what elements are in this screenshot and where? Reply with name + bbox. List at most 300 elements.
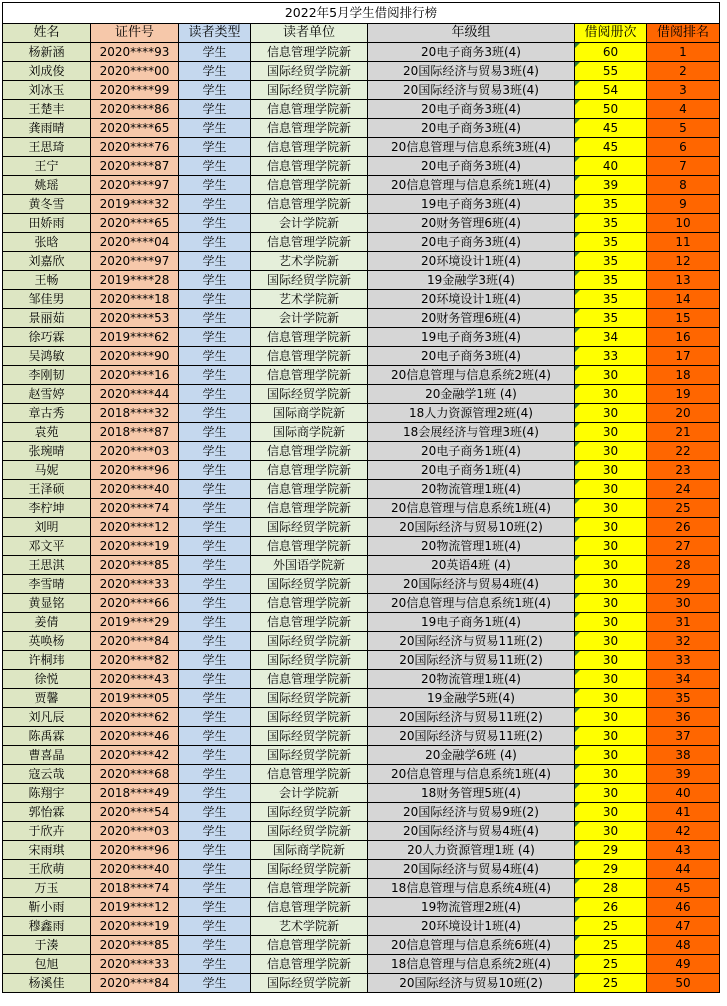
cell-id[interactable]: 2020****65	[91, 119, 179, 138]
cell-name[interactable]: 赵雪婷	[3, 385, 91, 404]
cell-grade[interactable]: 20环境设计1班(4)	[368, 917, 575, 936]
cell-name[interactable]: 吴鸿敏	[3, 347, 91, 366]
cell-type[interactable]: 学生	[179, 62, 251, 81]
cell-grade[interactable]: 20环境设计1班(4)	[368, 290, 575, 309]
cell-count[interactable]	[575, 784, 647, 803]
cell-type[interactable]: 学生	[179, 974, 251, 993]
cell-type[interactable]: 学生	[179, 746, 251, 765]
cell-rank[interactable]: 40	[647, 784, 720, 803]
cell-name[interactable]: 王畅	[3, 271, 91, 290]
cell-name[interactable]: 章古秀	[3, 404, 91, 423]
cell-grade[interactable]: 20国际经济与贸易11班(2)	[368, 651, 575, 670]
cell-grade[interactable]: 20国际经济与贸易10班(2)	[368, 974, 575, 993]
cell-unit[interactable]: 国际经贸学院新	[251, 727, 368, 746]
cell-rank[interactable]: 12	[647, 252, 720, 271]
cell-rank[interactable]: 37	[647, 727, 720, 746]
cell-grade[interactable]: 20信息管理与信息系统1班(4)	[368, 765, 575, 784]
cell-count[interactable]	[575, 746, 647, 765]
cell-grade[interactable]: 20国际经济与贸易11班(2)	[368, 727, 575, 746]
cell-rank[interactable]: 1	[647, 43, 720, 62]
cell-grade[interactable]: 20信息管理与信息系统3班(4)	[368, 138, 575, 157]
cell-rank[interactable]: 34	[647, 670, 720, 689]
cell-name[interactable]: 陈翔宇	[3, 784, 91, 803]
cell-unit[interactable]: 国际经贸学院新	[251, 746, 368, 765]
cell-unit[interactable]: 会计学院新	[251, 784, 368, 803]
cell-type[interactable]: 学生	[179, 708, 251, 727]
cell-name[interactable]: 龚雨晴	[3, 119, 91, 138]
cell-type[interactable]: 学生	[179, 784, 251, 803]
cell-type[interactable]: 学生	[179, 841, 251, 860]
header-type[interactable]: 读者类型	[179, 24, 251, 43]
cell-count[interactable]	[575, 480, 647, 499]
cell-grade[interactable]: 20国际经济与贸易4班(4)	[368, 822, 575, 841]
cell-id[interactable]: 2020****46	[91, 727, 179, 746]
cell-unit[interactable]: 国际经贸学院新	[251, 822, 368, 841]
cell-name[interactable]: 张晗	[3, 233, 91, 252]
cell-unit[interactable]: 信息管理学院新	[251, 442, 368, 461]
header-id[interactable]: 证件号	[91, 24, 179, 43]
cell-type[interactable]: 学生	[179, 328, 251, 347]
cell-name[interactable]: 于欣卉	[3, 822, 91, 841]
cell-id[interactable]: 2020****84	[91, 632, 179, 651]
cell-grade[interactable]: 20电子商务3班(4)	[368, 119, 575, 138]
cell-id[interactable]: 2020****74	[91, 499, 179, 518]
cell-type[interactable]: 学生	[179, 575, 251, 594]
cell-count[interactable]	[575, 176, 647, 195]
cell-id[interactable]: 2020****40	[91, 480, 179, 499]
header-unit[interactable]: 读者单位	[251, 24, 368, 43]
cell-unit[interactable]: 国际经贸学院新	[251, 518, 368, 537]
cell-count[interactable]	[575, 594, 647, 613]
cell-rank[interactable]: 2	[647, 62, 720, 81]
cell-count[interactable]	[575, 955, 647, 974]
cell-name[interactable]: 靳小雨	[3, 898, 91, 917]
cell-grade[interactable]: 19物流管理2班(4)	[368, 898, 575, 917]
cell-grade[interactable]: 20信息管理与信息系统2班(4)	[368, 366, 575, 385]
cell-unit[interactable]: 会计学院新	[251, 214, 368, 233]
cell-type[interactable]: 学生	[179, 233, 251, 252]
cell-name[interactable]: 包旭	[3, 955, 91, 974]
cell-type[interactable]: 学生	[179, 955, 251, 974]
cell-grade[interactable]: 19金融学5班(4)	[368, 689, 575, 708]
cell-count[interactable]	[575, 81, 647, 100]
cell-rank[interactable]: 47	[647, 917, 720, 936]
cell-type[interactable]: 学生	[179, 480, 251, 499]
cell-rank[interactable]: 29	[647, 575, 720, 594]
cell-name[interactable]: 王思淇	[3, 556, 91, 575]
cell-grade[interactable]: 19金融学3班(4)	[368, 271, 575, 290]
cell-type[interactable]: 学生	[179, 119, 251, 138]
cell-rank[interactable]: 27	[647, 537, 720, 556]
cell-grade[interactable]: 20信息管理与信息系统1班(4)	[368, 176, 575, 195]
cell-count[interactable]	[575, 575, 647, 594]
cell-count[interactable]	[575, 936, 647, 955]
cell-unit[interactable]: 信息管理学院新	[251, 176, 368, 195]
cell-name[interactable]: 刘凡辰	[3, 708, 91, 727]
cell-name[interactable]: 袁苑	[3, 423, 91, 442]
cell-count[interactable]	[575, 195, 647, 214]
cell-count[interactable]	[575, 461, 647, 480]
cell-unit[interactable]: 信息管理学院新	[251, 366, 368, 385]
cell-unit[interactable]: 信息管理学院新	[251, 594, 368, 613]
cell-name[interactable]: 刘成俊	[3, 62, 91, 81]
cell-type[interactable]: 学生	[179, 461, 251, 480]
cell-id[interactable]: 2020****18	[91, 290, 179, 309]
cell-id[interactable]: 2020****19	[91, 917, 179, 936]
cell-id[interactable]: 2020****99	[91, 81, 179, 100]
cell-id[interactable]: 2018****74	[91, 879, 179, 898]
cell-grade[interactable]: 20电子商务3班(4)	[368, 347, 575, 366]
cell-name[interactable]: 王宁	[3, 157, 91, 176]
cell-rank[interactable]: 19	[647, 385, 720, 404]
cell-rank[interactable]: 31	[647, 613, 720, 632]
cell-grade[interactable]: 20金融学6班 (4)	[368, 746, 575, 765]
cell-name[interactable]: 万玉	[3, 879, 91, 898]
cell-type[interactable]: 学生	[179, 651, 251, 670]
cell-type[interactable]: 学生	[179, 214, 251, 233]
cell-unit[interactable]: 信息管理学院新	[251, 157, 368, 176]
cell-name[interactable]: 寇云哉	[3, 765, 91, 784]
cell-count[interactable]	[575, 347, 647, 366]
cell-unit[interactable]: 国际经贸学院新	[251, 689, 368, 708]
cell-rank[interactable]: 43	[647, 841, 720, 860]
cell-name[interactable]: 刘明	[3, 518, 91, 537]
cell-rank[interactable]: 24	[647, 480, 720, 499]
cell-name[interactable]: 李雪晴	[3, 575, 91, 594]
cell-type[interactable]: 学生	[179, 138, 251, 157]
cell-rank[interactable]: 30	[647, 594, 720, 613]
cell-rank[interactable]: 28	[647, 556, 720, 575]
cell-unit[interactable]: 国际经贸学院新	[251, 860, 368, 879]
cell-rank[interactable]: 16	[647, 328, 720, 347]
cell-id[interactable]: 2020****33	[91, 955, 179, 974]
cell-id[interactable]: 2020****97	[91, 176, 179, 195]
cell-id[interactable]: 2020****40	[91, 860, 179, 879]
cell-unit[interactable]: 信息管理学院新	[251, 480, 368, 499]
cell-id[interactable]: 2020****62	[91, 708, 179, 727]
cell-name[interactable]: 英唤杨	[3, 632, 91, 651]
cell-id[interactable]: 2020****19	[91, 537, 179, 556]
cell-type[interactable]: 学生	[179, 537, 251, 556]
cell-unit[interactable]: 信息管理学院新	[251, 233, 368, 252]
cell-grade[interactable]: 18信息管理与信息系统2班(4)	[368, 955, 575, 974]
table-title[interactable]: 2022年5月学生借阅排行榜	[3, 3, 720, 24]
cell-rank[interactable]: 13	[647, 271, 720, 290]
cell-type[interactable]: 学生	[179, 879, 251, 898]
cell-id[interactable]: 2020****33	[91, 575, 179, 594]
cell-count[interactable]	[575, 670, 647, 689]
cell-count[interactable]	[575, 841, 647, 860]
cell-id[interactable]: 2020****82	[91, 651, 179, 670]
cell-grade[interactable]: 20电子商务1班(4)	[368, 442, 575, 461]
cell-rank[interactable]: 25	[647, 499, 720, 518]
cell-rank[interactable]: 4	[647, 100, 720, 119]
cell-grade[interactable]: 20信息管理与信息系统1班(4)	[368, 499, 575, 518]
cell-count[interactable]	[575, 290, 647, 309]
cell-name[interactable]: 景丽茹	[3, 309, 91, 328]
cell-unit[interactable]: 信息管理学院新	[251, 138, 368, 157]
cell-grade[interactable]: 18会展经济与管理3班(4)	[368, 423, 575, 442]
cell-type[interactable]: 学生	[179, 670, 251, 689]
cell-grade[interactable]: 20电子商务1班(4)	[368, 461, 575, 480]
cell-count[interactable]	[575, 898, 647, 917]
cell-type[interactable]: 学生	[179, 385, 251, 404]
cell-grade[interactable]: 20信息管理与信息系统6班(4)	[368, 936, 575, 955]
cell-grade[interactable]: 20物流管理1班(4)	[368, 537, 575, 556]
cell-id[interactable]: 2020****04	[91, 233, 179, 252]
cell-count[interactable]	[575, 100, 647, 119]
cell-count[interactable]	[575, 765, 647, 784]
cell-id[interactable]: 2020****93	[91, 43, 179, 62]
cell-rank[interactable]: 15	[647, 309, 720, 328]
cell-unit[interactable]: 信息管理学院新	[251, 100, 368, 119]
cell-grade[interactable]: 20电子商务3班(4)	[368, 233, 575, 252]
cell-type[interactable]: 学生	[179, 822, 251, 841]
cell-name[interactable]: 王欣萌	[3, 860, 91, 879]
cell-id[interactable]: 2018****49	[91, 784, 179, 803]
cell-id[interactable]: 2020****03	[91, 442, 179, 461]
cell-type[interactable]: 学生	[179, 404, 251, 423]
cell-count[interactable]	[575, 613, 647, 632]
cell-id[interactable]: 2020****43	[91, 670, 179, 689]
cell-count[interactable]	[575, 689, 647, 708]
cell-id[interactable]: 2020****03	[91, 822, 179, 841]
cell-grade[interactable]: 19电子商务3班(4)	[368, 195, 575, 214]
cell-name[interactable]: 黄显铭	[3, 594, 91, 613]
cell-grade[interactable]: 20国际经济与贸易4班(4)	[368, 575, 575, 594]
cell-unit[interactable]: 信息管理学院新	[251, 499, 368, 518]
cell-name[interactable]: 马妮	[3, 461, 91, 480]
cell-rank[interactable]: 44	[647, 860, 720, 879]
cell-unit[interactable]: 国际经贸学院新	[251, 803, 368, 822]
cell-rank[interactable]: 7	[647, 157, 720, 176]
cell-count[interactable]	[575, 252, 647, 271]
cell-grade[interactable]: 20国际经济与贸易10班(2)	[368, 518, 575, 537]
cell-unit[interactable]: 信息管理学院新	[251, 898, 368, 917]
cell-type[interactable]: 学生	[179, 632, 251, 651]
cell-type[interactable]: 学生	[179, 100, 251, 119]
cell-unit[interactable]: 国际经贸学院新	[251, 575, 368, 594]
cell-grade[interactable]: 20国际经济与贸易11班(2)	[368, 708, 575, 727]
cell-grade[interactable]: 20国际经济与贸易4班(4)	[368, 860, 575, 879]
cell-rank[interactable]: 45	[647, 879, 720, 898]
cell-id[interactable]: 2019****28	[91, 271, 179, 290]
cell-count[interactable]	[575, 974, 647, 993]
cell-name[interactable]: 王泽硕	[3, 480, 91, 499]
cell-name[interactable]: 许桐玮	[3, 651, 91, 670]
cell-grade[interactable]: 20国际经济与贸易9班(2)	[368, 803, 575, 822]
cell-grade[interactable]: 20环境设计1班(4)	[368, 252, 575, 271]
cell-type[interactable]: 学生	[179, 898, 251, 917]
cell-unit[interactable]: 信息管理学院新	[251, 936, 368, 955]
cell-grade[interactable]: 18信息管理与信息系统4班(4)	[368, 879, 575, 898]
cell-unit[interactable]: 信息管理学院新	[251, 461, 368, 480]
cell-count[interactable]	[575, 214, 647, 233]
cell-type[interactable]: 学生	[179, 936, 251, 955]
cell-rank[interactable]: 46	[647, 898, 720, 917]
cell-unit[interactable]: 国际经贸学院新	[251, 385, 368, 404]
cell-unit[interactable]: 国际经贸学院新	[251, 62, 368, 81]
cell-type[interactable]: 学生	[179, 765, 251, 784]
cell-rank[interactable]: 18	[647, 366, 720, 385]
cell-name[interactable]: 于湊	[3, 936, 91, 955]
cell-count[interactable]	[575, 271, 647, 290]
cell-grade[interactable]: 20财务管理6班(4)	[368, 214, 575, 233]
cell-type[interactable]: 学生	[179, 81, 251, 100]
cell-rank[interactable]: 22	[647, 442, 720, 461]
cell-grade[interactable]: 20电子商务3班(4)	[368, 157, 575, 176]
cell-name[interactable]: 姚瑶	[3, 176, 91, 195]
cell-grade[interactable]: 20物流管理1班(4)	[368, 480, 575, 499]
cell-count[interactable]	[575, 233, 647, 252]
cell-id[interactable]: 2020****65	[91, 214, 179, 233]
cell-count[interactable]	[575, 404, 647, 423]
cell-grade[interactable]: 20国际经济与贸易11班(2)	[368, 632, 575, 651]
cell-id[interactable]: 2020****16	[91, 366, 179, 385]
cell-name[interactable]: 穆鑫雨	[3, 917, 91, 936]
cell-type[interactable]: 学生	[179, 442, 251, 461]
cell-rank[interactable]: 39	[647, 765, 720, 784]
cell-name[interactable]: 黄冬雪	[3, 195, 91, 214]
cell-grade[interactable]: 20国际经济与贸易3班(4)	[368, 81, 575, 100]
cell-rank[interactable]: 50	[647, 974, 720, 993]
cell-grade[interactable]: 20财务管理6班(4)	[368, 309, 575, 328]
cell-count[interactable]	[575, 138, 647, 157]
cell-unit[interactable]: 信息管理学院新	[251, 119, 368, 138]
cell-type[interactable]: 学生	[179, 195, 251, 214]
cell-id[interactable]: 2020****87	[91, 157, 179, 176]
cell-rank[interactable]: 9	[647, 195, 720, 214]
cell-name[interactable]: 张琬晴	[3, 442, 91, 461]
header-rank[interactable]: 借阅排名	[647, 24, 720, 43]
cell-type[interactable]: 学生	[179, 290, 251, 309]
cell-rank[interactable]: 3	[647, 81, 720, 100]
cell-id[interactable]: 2020****68	[91, 765, 179, 784]
cell-count[interactable]	[575, 62, 647, 81]
cell-rank[interactable]: 36	[647, 708, 720, 727]
cell-name[interactable]: 王思琦	[3, 138, 91, 157]
cell-unit[interactable]: 国际经贸学院新	[251, 708, 368, 727]
cell-rank[interactable]: 8	[647, 176, 720, 195]
cell-count[interactable]	[575, 518, 647, 537]
cell-rank[interactable]: 35	[647, 689, 720, 708]
cell-grade[interactable]: 19电子商务3班(4)	[368, 328, 575, 347]
cell-name[interactable]: 曹喜晶	[3, 746, 91, 765]
cell-name[interactable]: 徐悦	[3, 670, 91, 689]
cell-type[interactable]: 学生	[179, 917, 251, 936]
cell-type[interactable]: 学生	[179, 518, 251, 537]
cell-rank[interactable]: 10	[647, 214, 720, 233]
cell-name[interactable]: 邹佳男	[3, 290, 91, 309]
cell-grade[interactable]: 18人力资源管理2班(4)	[368, 404, 575, 423]
cell-rank[interactable]: 26	[647, 518, 720, 537]
cell-unit[interactable]: 艺术学院新	[251, 917, 368, 936]
cell-rank[interactable]: 5	[647, 119, 720, 138]
cell-name[interactable]: 姜倩	[3, 613, 91, 632]
cell-unit[interactable]: 国际商学院新	[251, 841, 368, 860]
cell-id[interactable]: 2019****32	[91, 195, 179, 214]
cell-rank[interactable]: 6	[647, 138, 720, 157]
cell-count[interactable]	[575, 803, 647, 822]
cell-unit[interactable]: 信息管理学院新	[251, 613, 368, 632]
cell-unit[interactable]: 外国语学院新	[251, 556, 368, 575]
cell-unit[interactable]: 国际经贸学院新	[251, 974, 368, 993]
cell-id[interactable]: 2019****62	[91, 328, 179, 347]
cell-id[interactable]: 2020****42	[91, 746, 179, 765]
cell-type[interactable]: 学生	[179, 499, 251, 518]
cell-id[interactable]: 2020****90	[91, 347, 179, 366]
cell-unit[interactable]: 信息管理学院新	[251, 879, 368, 898]
cell-name[interactable]: 李刚韧	[3, 366, 91, 385]
cell-count[interactable]	[575, 708, 647, 727]
cell-unit[interactable]: 信息管理学院新	[251, 537, 368, 556]
header-count[interactable]: 借阅册次	[575, 24, 647, 43]
cell-unit[interactable]: 会计学院新	[251, 309, 368, 328]
cell-name[interactable]: 杨新涵	[3, 43, 91, 62]
cell-id[interactable]: 2019****12	[91, 898, 179, 917]
cell-unit[interactable]: 国际经贸学院新	[251, 81, 368, 100]
cell-unit[interactable]: 信息管理学院新	[251, 195, 368, 214]
cell-type[interactable]: 学生	[179, 423, 251, 442]
cell-rank[interactable]: 23	[647, 461, 720, 480]
cell-id[interactable]: 2020****96	[91, 841, 179, 860]
cell-unit[interactable]: 信息管理学院新	[251, 670, 368, 689]
cell-count[interactable]	[575, 860, 647, 879]
cell-id[interactable]: 2020****12	[91, 518, 179, 537]
cell-name[interactable]: 宋雨琪	[3, 841, 91, 860]
cell-id[interactable]: 2019****05	[91, 689, 179, 708]
cell-rank[interactable]: 49	[647, 955, 720, 974]
cell-unit[interactable]: 艺术学院新	[251, 252, 368, 271]
cell-id[interactable]: 2020****44	[91, 385, 179, 404]
cell-count[interactable]	[575, 727, 647, 746]
header-name[interactable]: 姓名	[3, 24, 91, 43]
cell-unit[interactable]: 国际经贸学院新	[251, 651, 368, 670]
cell-grade[interactable]: 19电子商务1班(4)	[368, 613, 575, 632]
cell-rank[interactable]: 11	[647, 233, 720, 252]
cell-unit[interactable]: 国际经贸学院新	[251, 271, 368, 290]
cell-name[interactable]: 刘冰玉	[3, 81, 91, 100]
cell-id[interactable]: 2020****85	[91, 936, 179, 955]
cell-id[interactable]: 2020****66	[91, 594, 179, 613]
cell-id[interactable]: 2020****76	[91, 138, 179, 157]
cell-count[interactable]	[575, 43, 647, 62]
cell-id[interactable]: 2020****84	[91, 974, 179, 993]
cell-type[interactable]: 学生	[179, 689, 251, 708]
cell-id[interactable]: 2020****53	[91, 309, 179, 328]
cell-count[interactable]	[575, 651, 647, 670]
cell-count[interactable]	[575, 442, 647, 461]
cell-count[interactable]	[575, 328, 647, 347]
cell-type[interactable]: 学生	[179, 556, 251, 575]
cell-rank[interactable]: 21	[647, 423, 720, 442]
cell-name[interactable]: 郭怡霖	[3, 803, 91, 822]
cell-rank[interactable]: 33	[647, 651, 720, 670]
cell-type[interactable]: 学生	[179, 252, 251, 271]
cell-grade[interactable]: 20电子商务3班(4)	[368, 43, 575, 62]
cell-rank[interactable]: 20	[647, 404, 720, 423]
cell-name[interactable]: 田娇雨	[3, 214, 91, 233]
cell-unit[interactable]: 国际商学院新	[251, 404, 368, 423]
cell-unit[interactable]: 信息管理学院新	[251, 955, 368, 974]
cell-unit[interactable]: 艺术学院新	[251, 290, 368, 309]
cell-unit[interactable]: 信息管理学院新	[251, 43, 368, 62]
cell-type[interactable]: 学生	[179, 594, 251, 613]
cell-name[interactable]: 王楚丰	[3, 100, 91, 119]
cell-unit[interactable]: 信息管理学院新	[251, 328, 368, 347]
cell-unit[interactable]: 国际经贸学院新	[251, 632, 368, 651]
cell-rank[interactable]: 32	[647, 632, 720, 651]
